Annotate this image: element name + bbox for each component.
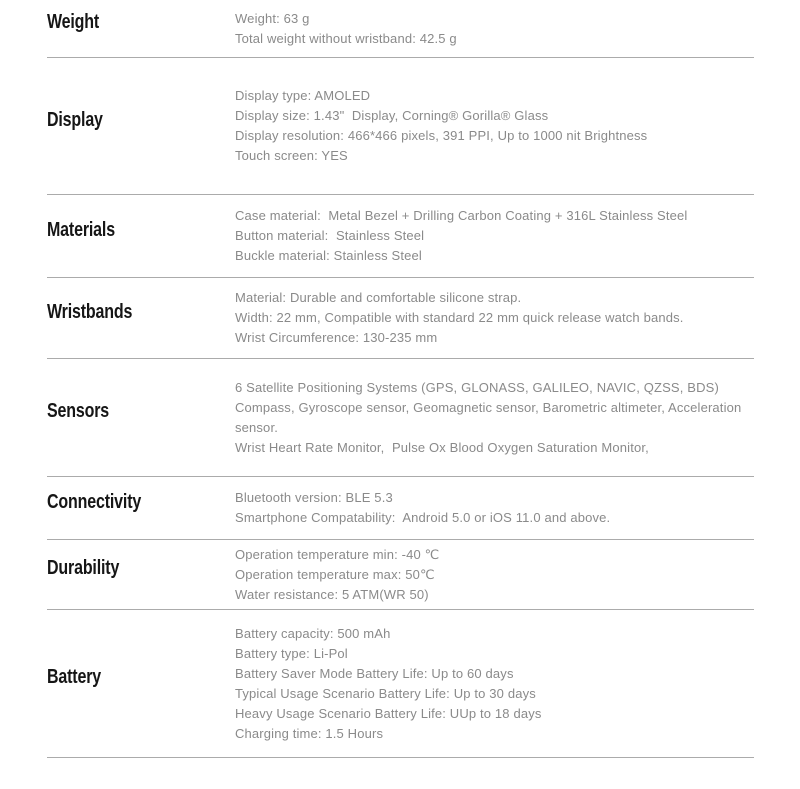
spec-line: Smartphone Compatability: Android 5.0 or iOS 11.0 and above. [235, 510, 611, 525]
spec-section [47, 610, 754, 758]
spec-line: Operation temperature max: 50℃ [235, 566, 435, 582]
spec-section-label: Wristbands [47, 300, 133, 323]
spec-section-label: Weight [47, 11, 100, 33]
spec-section-label: Battery [47, 666, 102, 688]
spec-section-label: Sensors [47, 400, 110, 422]
spec-section [47, 58, 754, 195]
spec-section-values [235, 206, 754, 266]
spec-section-values [235, 545, 754, 605]
spec-section-label: Durability [47, 557, 120, 579]
spec-line: Water resistance: 5 ATM(WR 50) [235, 586, 429, 602]
spec-line: Buckle material: Stainless Steel [235, 248, 422, 263]
spec-section-label: Connectivity [47, 490, 142, 513]
spec-line: Total weight without wristband: 42.5 g [235, 30, 457, 46]
spec-line: Operation temperature min: -40 ℃ [235, 546, 440, 562]
spec-section-label: Materials [47, 218, 115, 241]
spec-line: Charging time: 1.5 Hours [235, 725, 384, 741]
spec-section [47, 359, 754, 477]
spec-line: Case material: Metal Bezel + Drilling Carbon Coating + 316L Stainless Steel [235, 208, 688, 223]
spec-line: Button material: Stainless Steel [235, 228, 425, 243]
spec-line: Wrist Heart Rate Monitor, Pulse Ox Blood Oxygen Saturation Monitor, [235, 439, 649, 455]
spec-section [47, 195, 754, 278]
spec-line: Touch screen: YES [235, 148, 348, 163]
spec-line: Material: Durable and comfortable silicone strap. [235, 290, 522, 305]
spec-section [47, 540, 754, 610]
spec-line: Display size: 1.43" Display, Corning® Gorilla® Glass [235, 108, 549, 123]
spec-line: Bluetooth version: BLE 5.3 [235, 490, 393, 505]
spec-line: 6 Satellite Positioning Systems (GPS, GLONASS, GALILEO, NAVIC, QZSS, BDS) [235, 379, 719, 395]
spec-section-label: Display [47, 108, 103, 131]
spec-section [47, 278, 754, 359]
spec-section-values [235, 488, 754, 528]
spec-line: Battery type: Li-Pol [235, 645, 348, 661]
spec-line: Battery capacity: 500 mAh [235, 625, 391, 641]
spec-section-values [235, 378, 754, 458]
spec-line: Display type: AMOLED [235, 88, 371, 103]
spec-line: Weight: 63 g [235, 10, 310, 26]
spec-section-values [235, 86, 754, 166]
spec-section-values [235, 624, 754, 744]
spec-section-values [235, 9, 754, 49]
spec-section [47, 477, 754, 540]
spec-table [47, 0, 754, 758]
spec-line: Width: 22 mm, Compatible with standard 22 mm quick release watch bands. [235, 310, 684, 325]
spec-line: Compass, Gyroscope sensor, Geomagnetic sensor, Barometric altimeter, Acceleration sensor. [235, 399, 746, 435]
spec-line: Battery Saver Mode Battery Life: Up to 60 days [235, 665, 514, 681]
spec-line: Typical Usage Scenario Battery Life: Up to 30 days [235, 685, 536, 701]
spec-section-values [235, 288, 754, 348]
spec-section [47, 0, 754, 58]
spec-line: Heavy Usage Scenario Battery Life: UUp to 18 days [235, 705, 542, 721]
spec-line: Wrist Circumference: 130-235 mm [235, 330, 438, 345]
spec-line: Display resolution: 466*466 pixels, 391 PPI, Up to 1000 nit Brightness [235, 128, 648, 143]
